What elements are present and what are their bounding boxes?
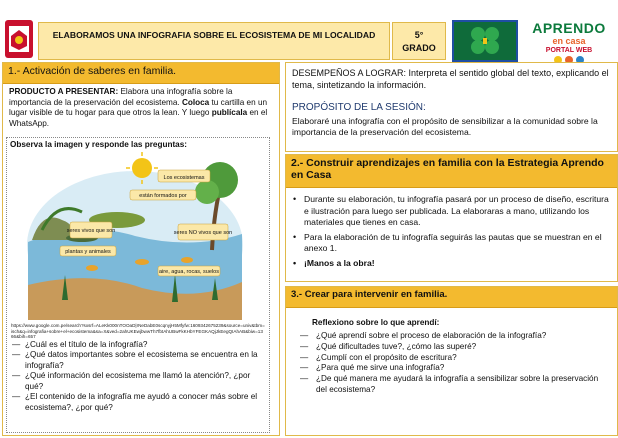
reflect-question: — ¿De qué manera me ayudará la infografía a sensibilizar sobre la preservación del ecosistema? [286, 374, 617, 396]
product-label: PRODUCTO A PRESENTAR: [9, 87, 119, 96]
section-3-box [285, 286, 618, 436]
clover-logo [452, 20, 518, 62]
eco-label-main: Los ecosistemas [163, 175, 205, 181]
bullet-item: • ¡Manos a la obra! [286, 258, 617, 270]
desempenos-text: Interpreta el sentido global del texto, explicando el tema, sintetizando la información. [292, 68, 609, 90]
section-1-title: 1.- Activación de saberes en familia. [3, 63, 279, 84]
grade-box [392, 22, 446, 60]
eco-label-nonliving: aire, agua, rocas, suelos [159, 269, 219, 275]
logo-portal-text: PORTAL WEB [545, 47, 593, 54]
question-item: — ¿Qué información del ecosistema me llamó la atención?, ¿por qué? [7, 371, 269, 392]
product-paragraph [3, 84, 279, 132]
logo-aprendo-text: APRENDO [532, 20, 606, 36]
aprendo-en-casa-logo [524, 20, 614, 64]
question-item: — ¿Qué datos importantes sobre el ecosistema se encuentra en la infografía? [7, 350, 269, 371]
eco-label-living-left: seres vivos que son [66, 228, 116, 234]
question-item: — ¿El contenido de la infografía me ayudó a conocer más sobre el ecosistema?, ¿por qué? [7, 392, 269, 413]
proposito-text: Elaboraré una infografía con el propósito de sensibilizar a la comunidad sobre la importancia de la preservación del ecosistema. [292, 116, 598, 137]
question-item: — ¿Cuál es el título de la infografía? [7, 340, 269, 351]
eco-label-plants: plantas y animales [65, 249, 111, 255]
observe-title: Observa la imagen y responde las preguntas: [10, 140, 188, 149]
product-text-3: tu cartilla en un lugar visible de tu hogar para que otros la lean. Y luego [9, 97, 268, 117]
eco-label-formed: están formados por [139, 193, 187, 199]
reflect-question: — ¿Cumplí con el propósito de escritura? [286, 353, 617, 364]
source-url[interactable]: https://www.google.com.pe/search?sxsrf=ALeKk000nTOOaD|rNeDabE0scqnyjH5Mfyfw:1609342675239&source=univ&tbm=isch&q=infografia+sobre+el+ecosistema&sa=X&ved=2ahUKEwjbwwTh7fbtAhUBwFkKHbYFEGKAQjJkEegQIAhAB&biw=1366&bih=657 [11, 323, 265, 339]
logo-en-casa-text: en casa [552, 36, 586, 46]
page-title: ELABORAMOS UNA INFOGRAFIA SOBRE EL ECOSISTEMA DE MI LOCALIDAD [38, 22, 390, 60]
bullet-item: • Durante su elaboración, tu infografía pasará por un proceso de diseño, escritura e ilustración para luego ser publicada. La elaboraras a mano, utilizando los materiales que tienes en casa. [286, 194, 617, 229]
grade-number: 5° [414, 30, 424, 40]
ecosystem-illustration [22, 150, 248, 320]
grade-label: GRADO [402, 43, 436, 53]
product-bold-4: publícala [211, 108, 248, 117]
product-bold-2: Coloca [181, 97, 210, 107]
desempenos-paragraph [286, 63, 617, 94]
reflect-question: — ¿Qué dificultades tuve?, ¿cómo las superé? [286, 342, 617, 353]
desempenos-box [285, 62, 618, 152]
school-crest-logo [2, 18, 36, 62]
section-2-box [285, 154, 618, 282]
reflect-title: Reflexiono sobre lo que aprendí: [312, 318, 440, 327]
desempenos-label: DESEMPEÑOS A LOGRAR: [292, 68, 407, 78]
reflect-question: — ¿Qué aprendí sobre el proceso de elaboración de la infografía? [286, 331, 617, 342]
section-3-title: 3.- Crear para intervenir en familia. [286, 287, 617, 308]
section-2-title: 2.- Construir aprendizajes en familia con la Estrategia Aprendo en Casa [286, 155, 617, 188]
reflect-question: — ¿Para qué me sirve una infografía? [286, 363, 617, 374]
eco-label-living-right: seres NO vivos que son [173, 230, 233, 236]
product-text-5: en el WhatsApp. [9, 108, 268, 128]
product-text-1: Elabora una infografía sobre la importancia de la preservación del ecosistema. [9, 87, 233, 107]
proposito-title: PROPÓSITO DE LA SESIÓN: [292, 102, 426, 113]
bullet-item: • Para la elaboración de tu infografía seguirás las pautas que se muestran en el anexo 1. [286, 232, 617, 255]
